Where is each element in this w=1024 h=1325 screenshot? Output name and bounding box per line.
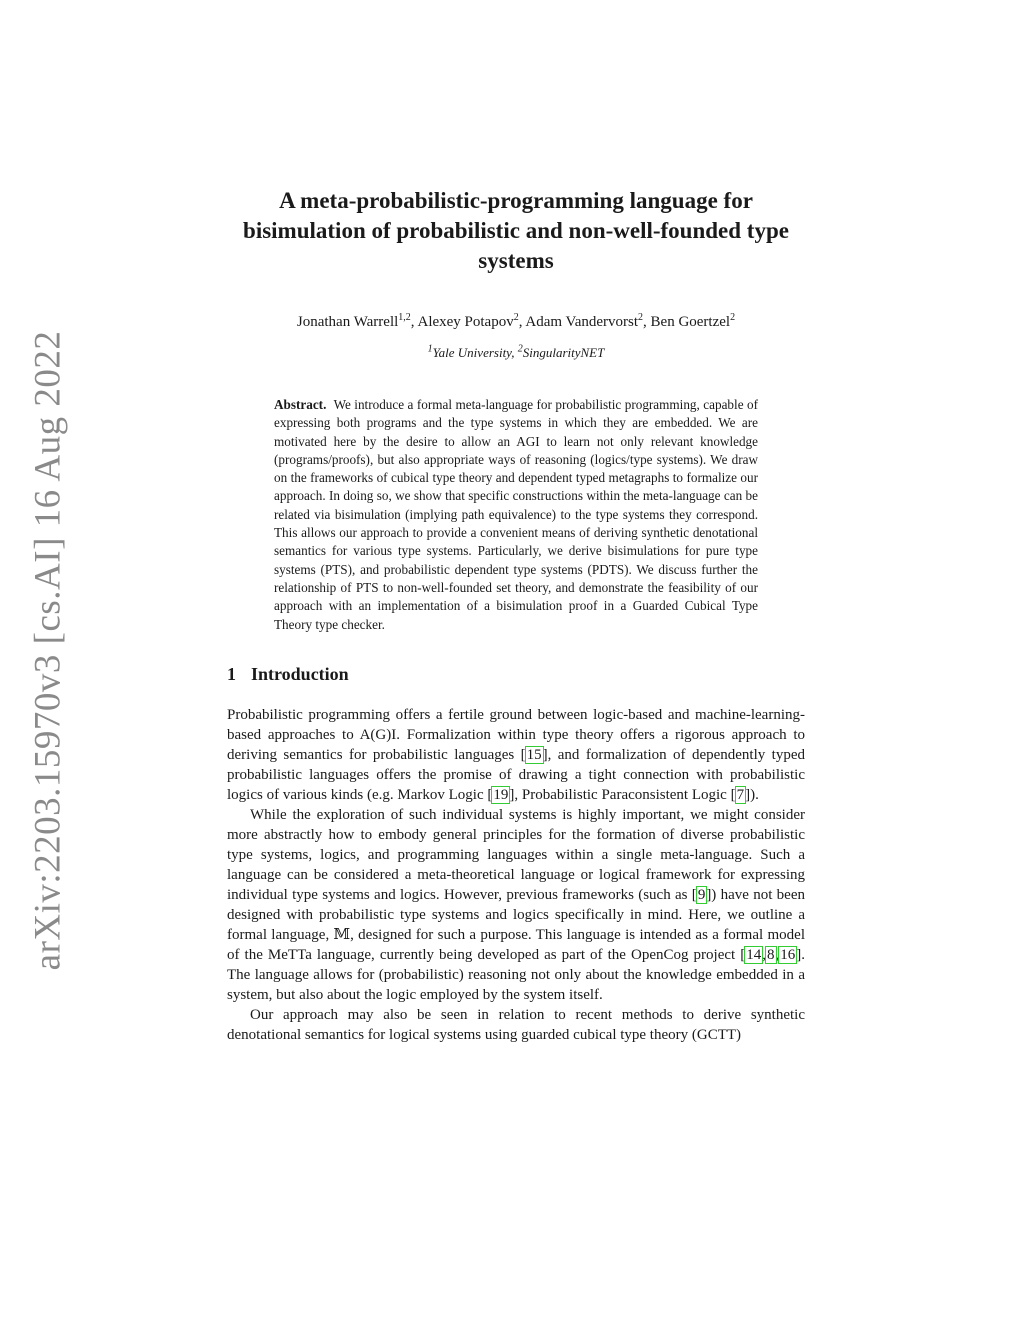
citation-link[interactable]: 15 [526,746,542,763]
intro-paragraph-1 [227,705,805,805]
title-line-1: A meta-probabilistic-programming language for [279,188,753,213]
author-2 [417,314,525,330]
abstract-label: Abstract. [274,397,327,412]
author-affiliation-mark: 2 [513,312,519,323]
citation-link[interactable]: 19 [493,786,509,803]
text-run: While the exploration of such individual systems is highly important, we might consider more abstractly how to embody general principles for the formation of diverse probabilistic type systems, logics, and programming languages within a single meta-language. Such a language can be considered a meta-theoretical language or logical framework for expressing individual type systems and logics. However, previous frameworks (such as [ [227,806,805,903]
section-number: 1 [227,663,236,684]
abstract-text: We introduce a formal meta-language for probabilistic programming, capable of expressing both programs and the type systems in which they are embedded. We are motivated here by the desire to allow an AGI to learn not only relevant knowledge (programs/proofs), but also appropriate ways of reasoning (logics/type systems). We draw on the frameworks of cubical type theory and dependent typed metagraphs to formalize our approach. In doing so, we show that specific constructions within the meta-language can be related via bisimulation (implying path equivalence) to the type systems they correspond. This allows our approach to provide a convenient means of deriving synthetic denotational semantics for various type systems. Particularly, we derive bisimulations for pure type systems (PTS), and probabilistic dependent type systems (PDTS). We discuss further the relationship of PTS to non-well-founded set theory, and demonstrate the feasibility of our approach with an implementation of a bisimulation proof in a Guarded Cubical Type Theory type checker. [274,397,758,632]
abstract [274,396,758,634]
section-heading-introduction [227,662,805,686]
author-name: Ben Goertzel [650,314,731,330]
intro-paragraph-2 [227,805,805,1005]
title-line-2: bisimulation of probabilistic and non-well-founded type [243,218,789,243]
affiliation-list [227,344,805,362]
text-run: ]) have not been designed with probabilistic type systems and logics specifically in mind. Here, we outline a formal language, 𝕄, designed for such a purpose. This language is intended as a formal model of the MeTTa language, currently being developed as part of the OpenCog project [ [227,886,806,963]
author-separator: , [643,314,651,330]
citation-group [745,947,796,963]
text-run: ], Probabilistic Paraconsistent Logic [ [509,786,736,803]
citation-separator: , [762,946,766,963]
affiliation-1: Yale University, [432,345,515,360]
arxiv-identifier-stamp [26,330,70,970]
affiliation-mark: 1 [427,343,433,355]
affiliation-2: SingularityNET [522,345,605,360]
section-title: Introduction [251,663,349,684]
author-4 [651,314,736,330]
author-affiliation-mark: 2 [638,312,644,323]
author-affiliation-mark: 2 [730,312,736,323]
affiliation-mark: 2 [517,343,523,355]
text-run: ]). [745,786,759,803]
arxiv-identifier-text: arXiv:2203.15970v3 [cs.AI] 16 Aug 2022 [27,330,69,970]
citation-link[interactable]: 9 [697,886,706,903]
text-run: Probabilistic programming offers a fertile ground between logic-based and machine-learning-based approaches to A(G)I. Formalization within type theory offers a rigorous approach to deriving semantics for probabilistic languages [ [227,706,805,763]
author-3 [525,314,650,330]
paper-title [227,186,805,276]
citation-link[interactable]: 7 [736,786,745,803]
intro-paragraph-3 [227,1005,805,1045]
citation-link[interactable]: 14 [746,946,762,963]
text-run: ]. The language allows for (probabilistic) reasoning not only about the knowledge embedded in a system, but also about the logic employed by the system itself. [227,946,805,1003]
author-name: Jonathan Warrell [296,314,399,330]
paper-page [227,186,805,1045]
author-1 [297,314,418,330]
author-affiliation-mark: 1,2 [398,312,411,323]
author-separator: , [410,314,418,330]
citation-link[interactable]: 8 [767,946,775,963]
citation-link[interactable]: 16 [780,946,796,963]
author-list [227,312,805,332]
author-name: Alexey Potapov [417,314,514,330]
text-run: ], and formalization of dependently typed probabilistic languages offers the promise of drawing a tight connection with probabilistic logics of various kinds (e.g. Markov Logic [ [227,746,805,803]
title-line-3: systems [478,248,554,273]
author-name: Adam Vandervorst [525,314,639,330]
citation-separator: , [775,946,780,963]
text-run: Our approach may also be seen in relation to recent methods to derive synthetic denotational semantics for logical systems using guarded cubical type theory (GCTT) [227,1006,805,1043]
author-separator: , [518,314,526,330]
